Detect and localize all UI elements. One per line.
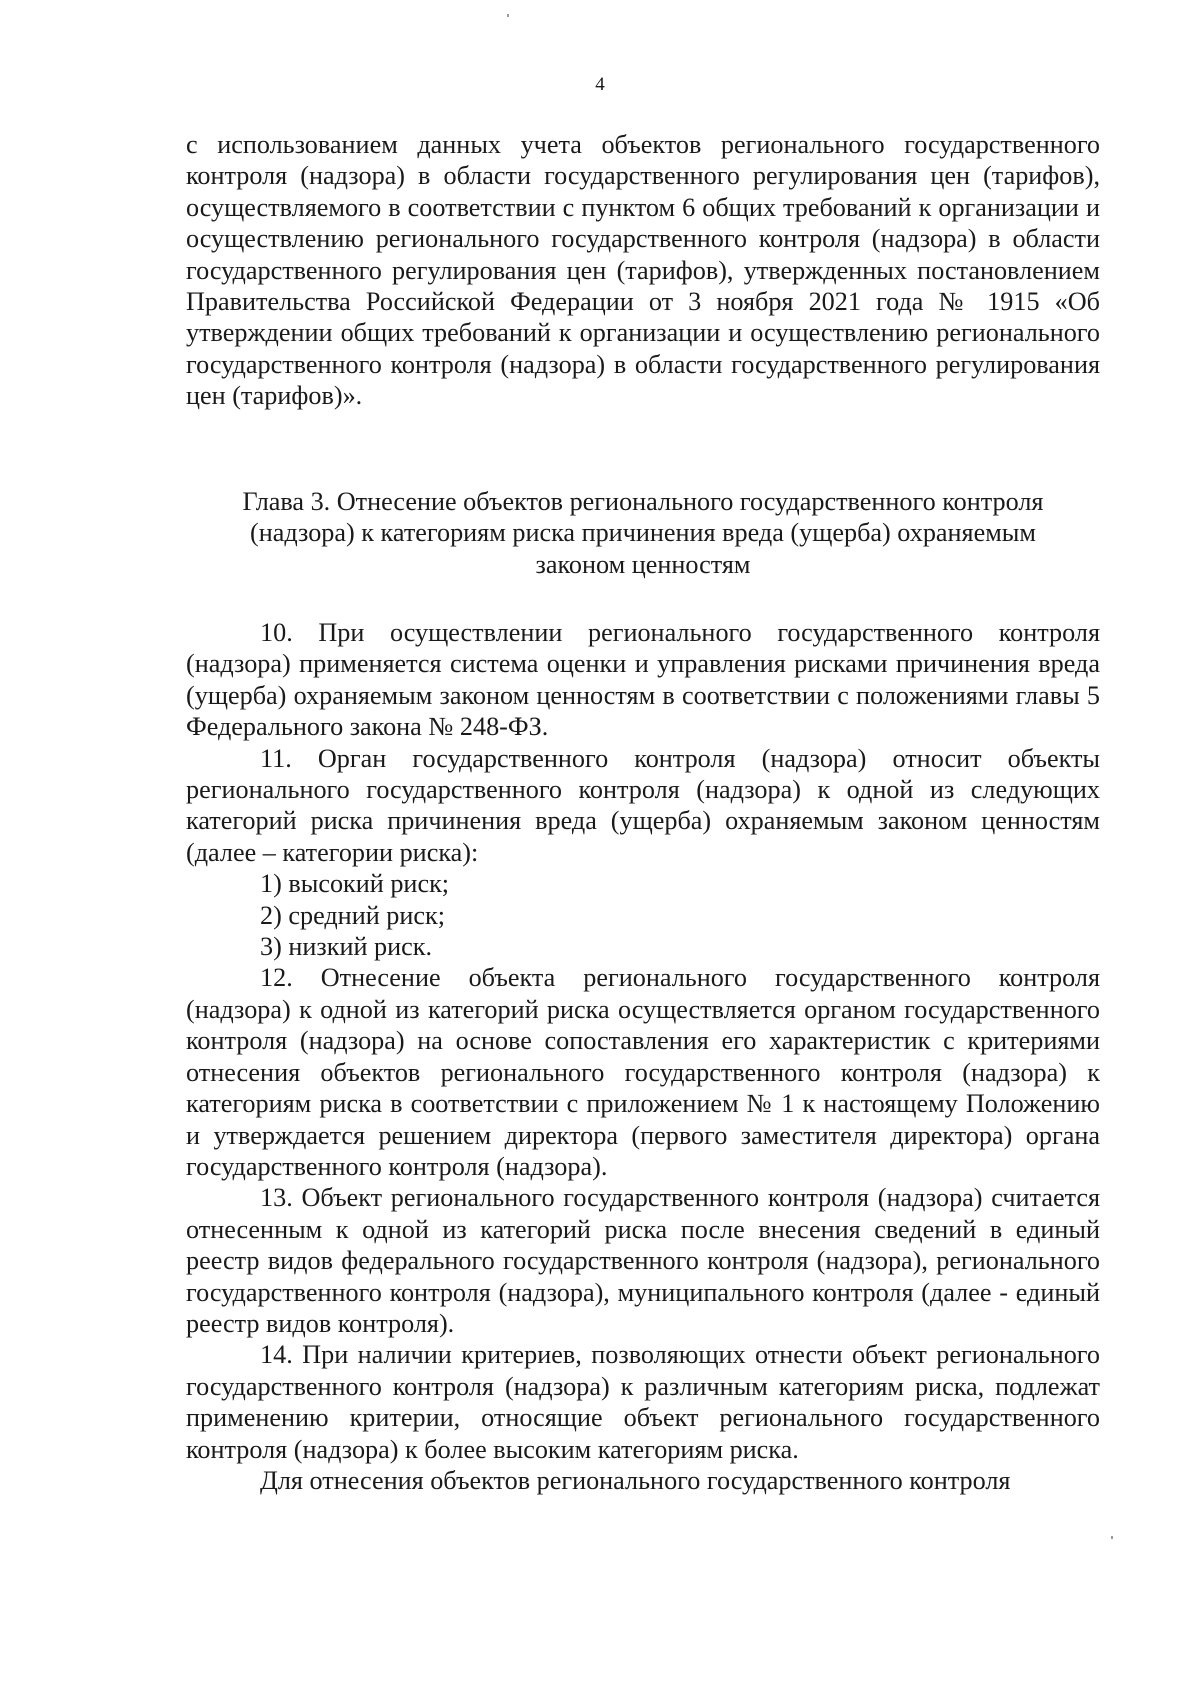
chapter-body <box>186 617 1100 1496</box>
intro-paragraph-block <box>186 129 1100 412</box>
chapter-heading-line: (надзора) к категориям риска причинения вреда (ущерба) охраняемым <box>250 518 1036 548</box>
paragraph-11: 11. Орган государственного контроля (надзора) относит объекты регионального государственного контроля (надзора) к одной из следующих категорий риска причинения вреда (ущерба) охраняемым законом ценностям (далее – категории риска): <box>186 743 1100 867</box>
risk-list-item-high: 1) высокий риск; <box>260 869 450 899</box>
scan-speck <box>507 14 509 17</box>
chapter-heading-line: Глава 3. Отнесение объектов регионального государственного контроля <box>242 487 1044 516</box>
chapter-heading <box>186 486 1100 580</box>
paragraph-13: 13. Объект регионального государственного контроля (надзора) считается отнесенным к одной из категорий риска после внесения сведений в единый реестр видов федерального государственного контроля (надзора), регионального государственного контроля (надзора), муниципального контроля (далее - единый реестр видов контроля). <box>186 1183 1100 1338</box>
paragraph-12: 12. Отнесение объекта регионального государственного контроля (надзора) к одной из категорий риска осуществляется органом государственного контроля (надзора) на основе сопоставления его характеристик с критериями отнесения объектов регионального государственного контроля (надзора) к категориям риска в соответствии с приложением № 1 к настоящему Положению и утверждается решением директора (первого заместителя директора) органа государственного контроля (надзора). <box>186 963 1100 1181</box>
chapter-heading-line: законом ценностям <box>535 549 751 579</box>
intro-paragraph: с использованием данных учета объектов регионального государственного контроля (надзора) в области государственного регулирования цен (тарифов), осуществляемого в соответствии с пунктом 6 общих требований к организации и осуществлению регионального государственного контроля (надзора) в области государственного регулирования цен (тарифов), утвержденных постановлением Правительства Российской Федерации от 3 ноября 2021 года № 1915 «Об утверждении общих требований к организации и осуществлению регионального государственного контроля (надзора) в области государственного регулирования цен (тарифов)». <box>186 130 1100 411</box>
risk-list-item-low: 3) низкий риск. <box>260 932 433 962</box>
paragraph-10: 10. При осуществлении регионального государственного контроля (надзора) применяется система оценки и управления рисками причинения вреда (ущерба) охраняемым законом ценностям в соответствии с положениями главы 5 Федерального закона № 248-ФЗ. <box>186 618 1100 742</box>
risk-list-item-medium: 2) средний риск; <box>260 900 446 930</box>
scan-speck <box>1111 1536 1113 1539</box>
paragraph-continued: Для отнесения объектов регионального государственного контроля <box>260 1465 1011 1495</box>
page-number: 4 <box>595 74 605 95</box>
paragraph-14: 14. При наличии критериев, позволяющих отнести объект регионального государственного контроля (надзора) к различным категориям риска, подлежат применению критерии, относящие объект регионального государственного контроля (надзора) к более высоким категориям риска. <box>186 1340 1100 1464</box>
